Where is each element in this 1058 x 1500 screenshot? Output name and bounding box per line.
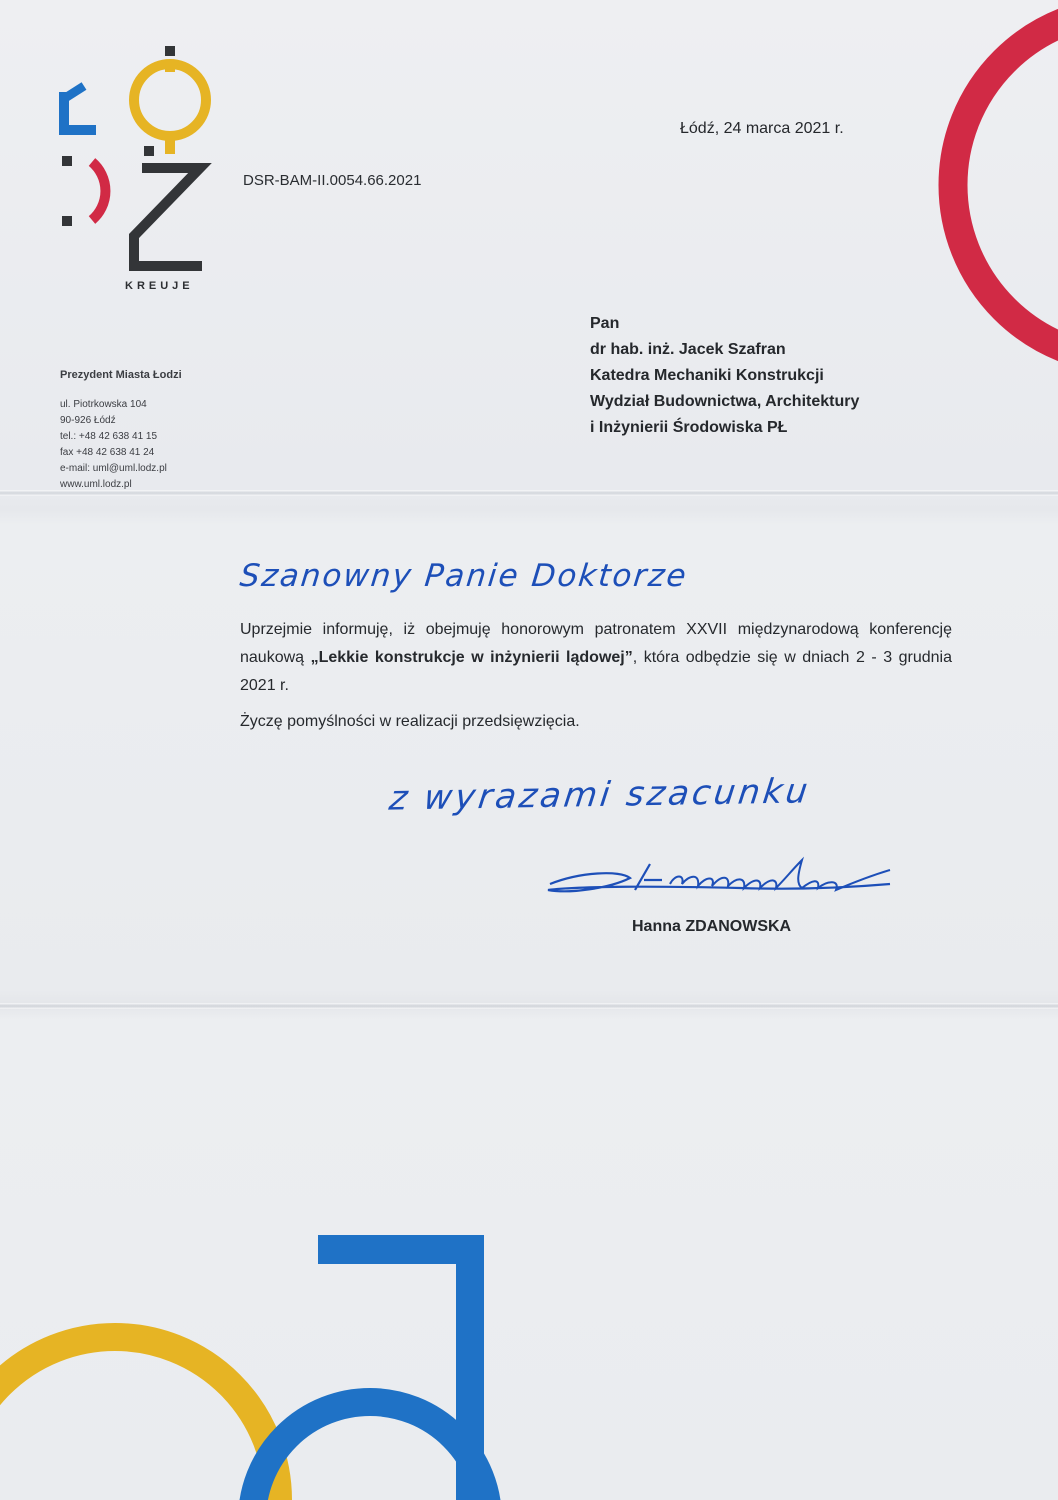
recipient-title: Pan <box>590 315 620 332</box>
handwritten-salutation: Szanowny Panie Doktorze <box>238 558 690 594</box>
sender-website: www.uml.lodz.pl <box>60 479 132 490</box>
sender-phone: tel.: +48 42 638 41 15 <box>60 431 158 442</box>
letter-body <box>240 616 952 736</box>
signatory-name: Hanna ZDANOWSKA <box>632 918 792 935</box>
letter-date: Łódź, 24 marca 2021 r. <box>680 120 844 137</box>
recipient-name: dr hab. inż. Jacek Szafran <box>590 341 786 358</box>
handwritten-signature <box>540 850 910 910</box>
recipient-faculty: Wydział Budownictwa, Architektury <box>590 393 860 410</box>
recipient-faculty-cont: i Inżynierii Środowiska PŁ <box>590 419 788 436</box>
reference-number: DSR-BAM-II.0054.66.2021 <box>243 172 422 189</box>
sender-email: e-mail: uml@uml.lodz.pl <box>60 463 167 474</box>
sender-fax: fax +48 42 638 41 24 <box>60 447 155 458</box>
sender-block <box>60 367 240 493</box>
body-paragraph-patronage <box>240 616 952 700</box>
sender-name: Prezydent Miasta Łodzi <box>60 369 182 381</box>
logo-caption: KREUJE <box>125 280 194 292</box>
yellow-ring-decoration <box>0 1337 278 1500</box>
blue-bracket-decoration <box>318 1235 484 1500</box>
handwritten-closing: z wyrazami szacunku <box>387 771 813 819</box>
body-paragraph-wishes: Życzę pomyślności w realizacji przedsięwzięcia. <box>240 713 580 730</box>
body-text-end: , która odbędzie się w dniach 2 - 3 grudnia 2021 r. <box>240 649 952 694</box>
body-text-start: Uprzejmie informuję, iż obejmuję honorowym patronatem XXVII międzynarodową konferencję naukową <box>240 621 952 666</box>
recipient-block <box>590 311 859 441</box>
recipient-department: Katedra Mechaniki Konstrukcji <box>590 367 824 384</box>
sender-address-street: ul. Piotrkowska 104 <box>60 399 147 410</box>
lodz-city-logo <box>52 40 232 280</box>
red-ring-decoration <box>953 10 1058 360</box>
sender-address-city: 90-926 Łódź <box>60 415 116 426</box>
conference-title: „Lekkie konstrukcje w inżynierii lądowej” <box>310 649 633 666</box>
